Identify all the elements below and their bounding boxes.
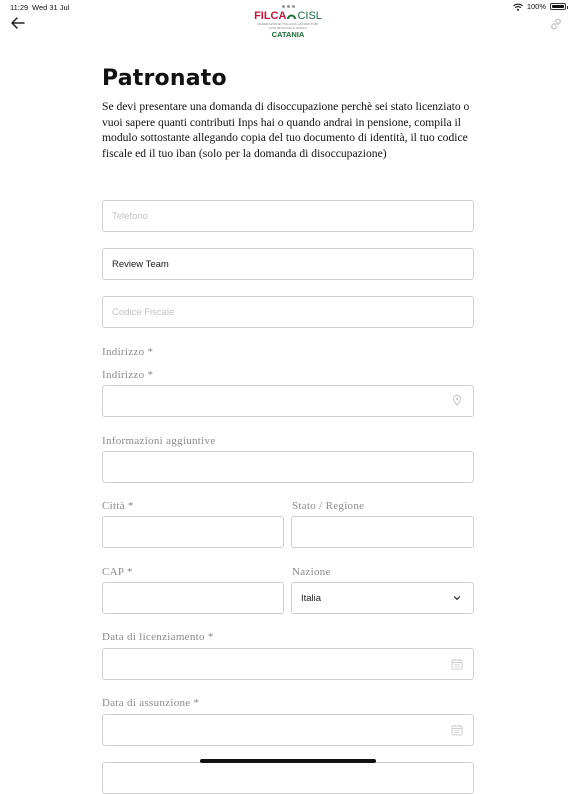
nazione-value: Italia [301, 592, 322, 604]
next-field-input[interactable] [102, 762, 474, 794]
multitask-dots[interactable] [282, 5, 295, 8]
status-time: 11:29 [10, 3, 29, 12]
calendar-icon[interactable] [451, 658, 463, 670]
calendar-icon[interactable] [451, 724, 463, 736]
data-assunzione-input[interactable] [102, 714, 474, 746]
link-icon[interactable] [548, 16, 564, 32]
data-licenziamento-label: Data di licenziamento * [102, 631, 214, 643]
stato-input[interactable] [291, 516, 474, 548]
telefono-input[interactable] [102, 200, 474, 232]
battery-icon [550, 3, 566, 10]
telefono-placeholder: Telefono [112, 210, 148, 222]
name-value: Review Team [112, 258, 169, 270]
codice-fiscale-placeholder: Codice Fiscale [112, 306, 175, 318]
nazione-label: Nazione [292, 566, 331, 578]
informazioni-input[interactable] [102, 451, 474, 483]
logo-tagline: FEDERAZIONE ITALIANA LAVORATORI COSTRUZIONI E AFFINI [257, 22, 319, 30]
logo-brand-right: CISL [297, 10, 322, 22]
indirizzo-section-label: Indirizzo * [102, 346, 154, 358]
arrow-left-icon[interactable] [9, 14, 27, 32]
wifi-icon [513, 3, 523, 11]
chevron-down-icon[interactable] [452, 593, 462, 603]
cap-input[interactable] [102, 582, 284, 614]
data-licenziamento-input[interactable] [102, 648, 474, 680]
name-input[interactable] [102, 248, 474, 280]
filca-cisl-logo [252, 10, 324, 40]
stato-label: Stato / Regione [292, 500, 365, 512]
intro-text: Se devi presentare una domanda di disoccupazione perchè sei stato licenziato o vuoi sapere quanti contributi Inps hai o quando andrai in pensione, compila il modulo sottostante allegando copia del tuo documento di identità, il tuo codice fiscale ed il tuo iban (solo per la domanda di disoccupazione) [102, 100, 470, 160]
status-date: Wed 31 Jul [32, 3, 70, 12]
data-assunzione-label: Data di assunzione * [102, 697, 200, 709]
codice-fiscale-input[interactable] [102, 296, 474, 328]
logo-city: CATANIA [271, 30, 305, 39]
logo-mark-icon [287, 12, 296, 19]
indirizzo-input[interactable] [102, 385, 474, 417]
location-pin-icon[interactable] [451, 394, 463, 406]
battery-percent: 100% [526, 2, 546, 11]
home-indicator[interactable] [200, 759, 376, 763]
nazione-select[interactable] [291, 582, 474, 614]
page-title: Patronato [102, 66, 227, 91]
citta-input[interactable] [102, 516, 284, 548]
informazioni-label: Informazioni aggiuntive [102, 435, 216, 447]
logo-brand-left: FILCA [254, 10, 287, 22]
indirizzo-label: Indirizzo * [102, 369, 154, 381]
cap-label: CAP * [102, 566, 133, 578]
citta-label: Città * [102, 500, 134, 512]
